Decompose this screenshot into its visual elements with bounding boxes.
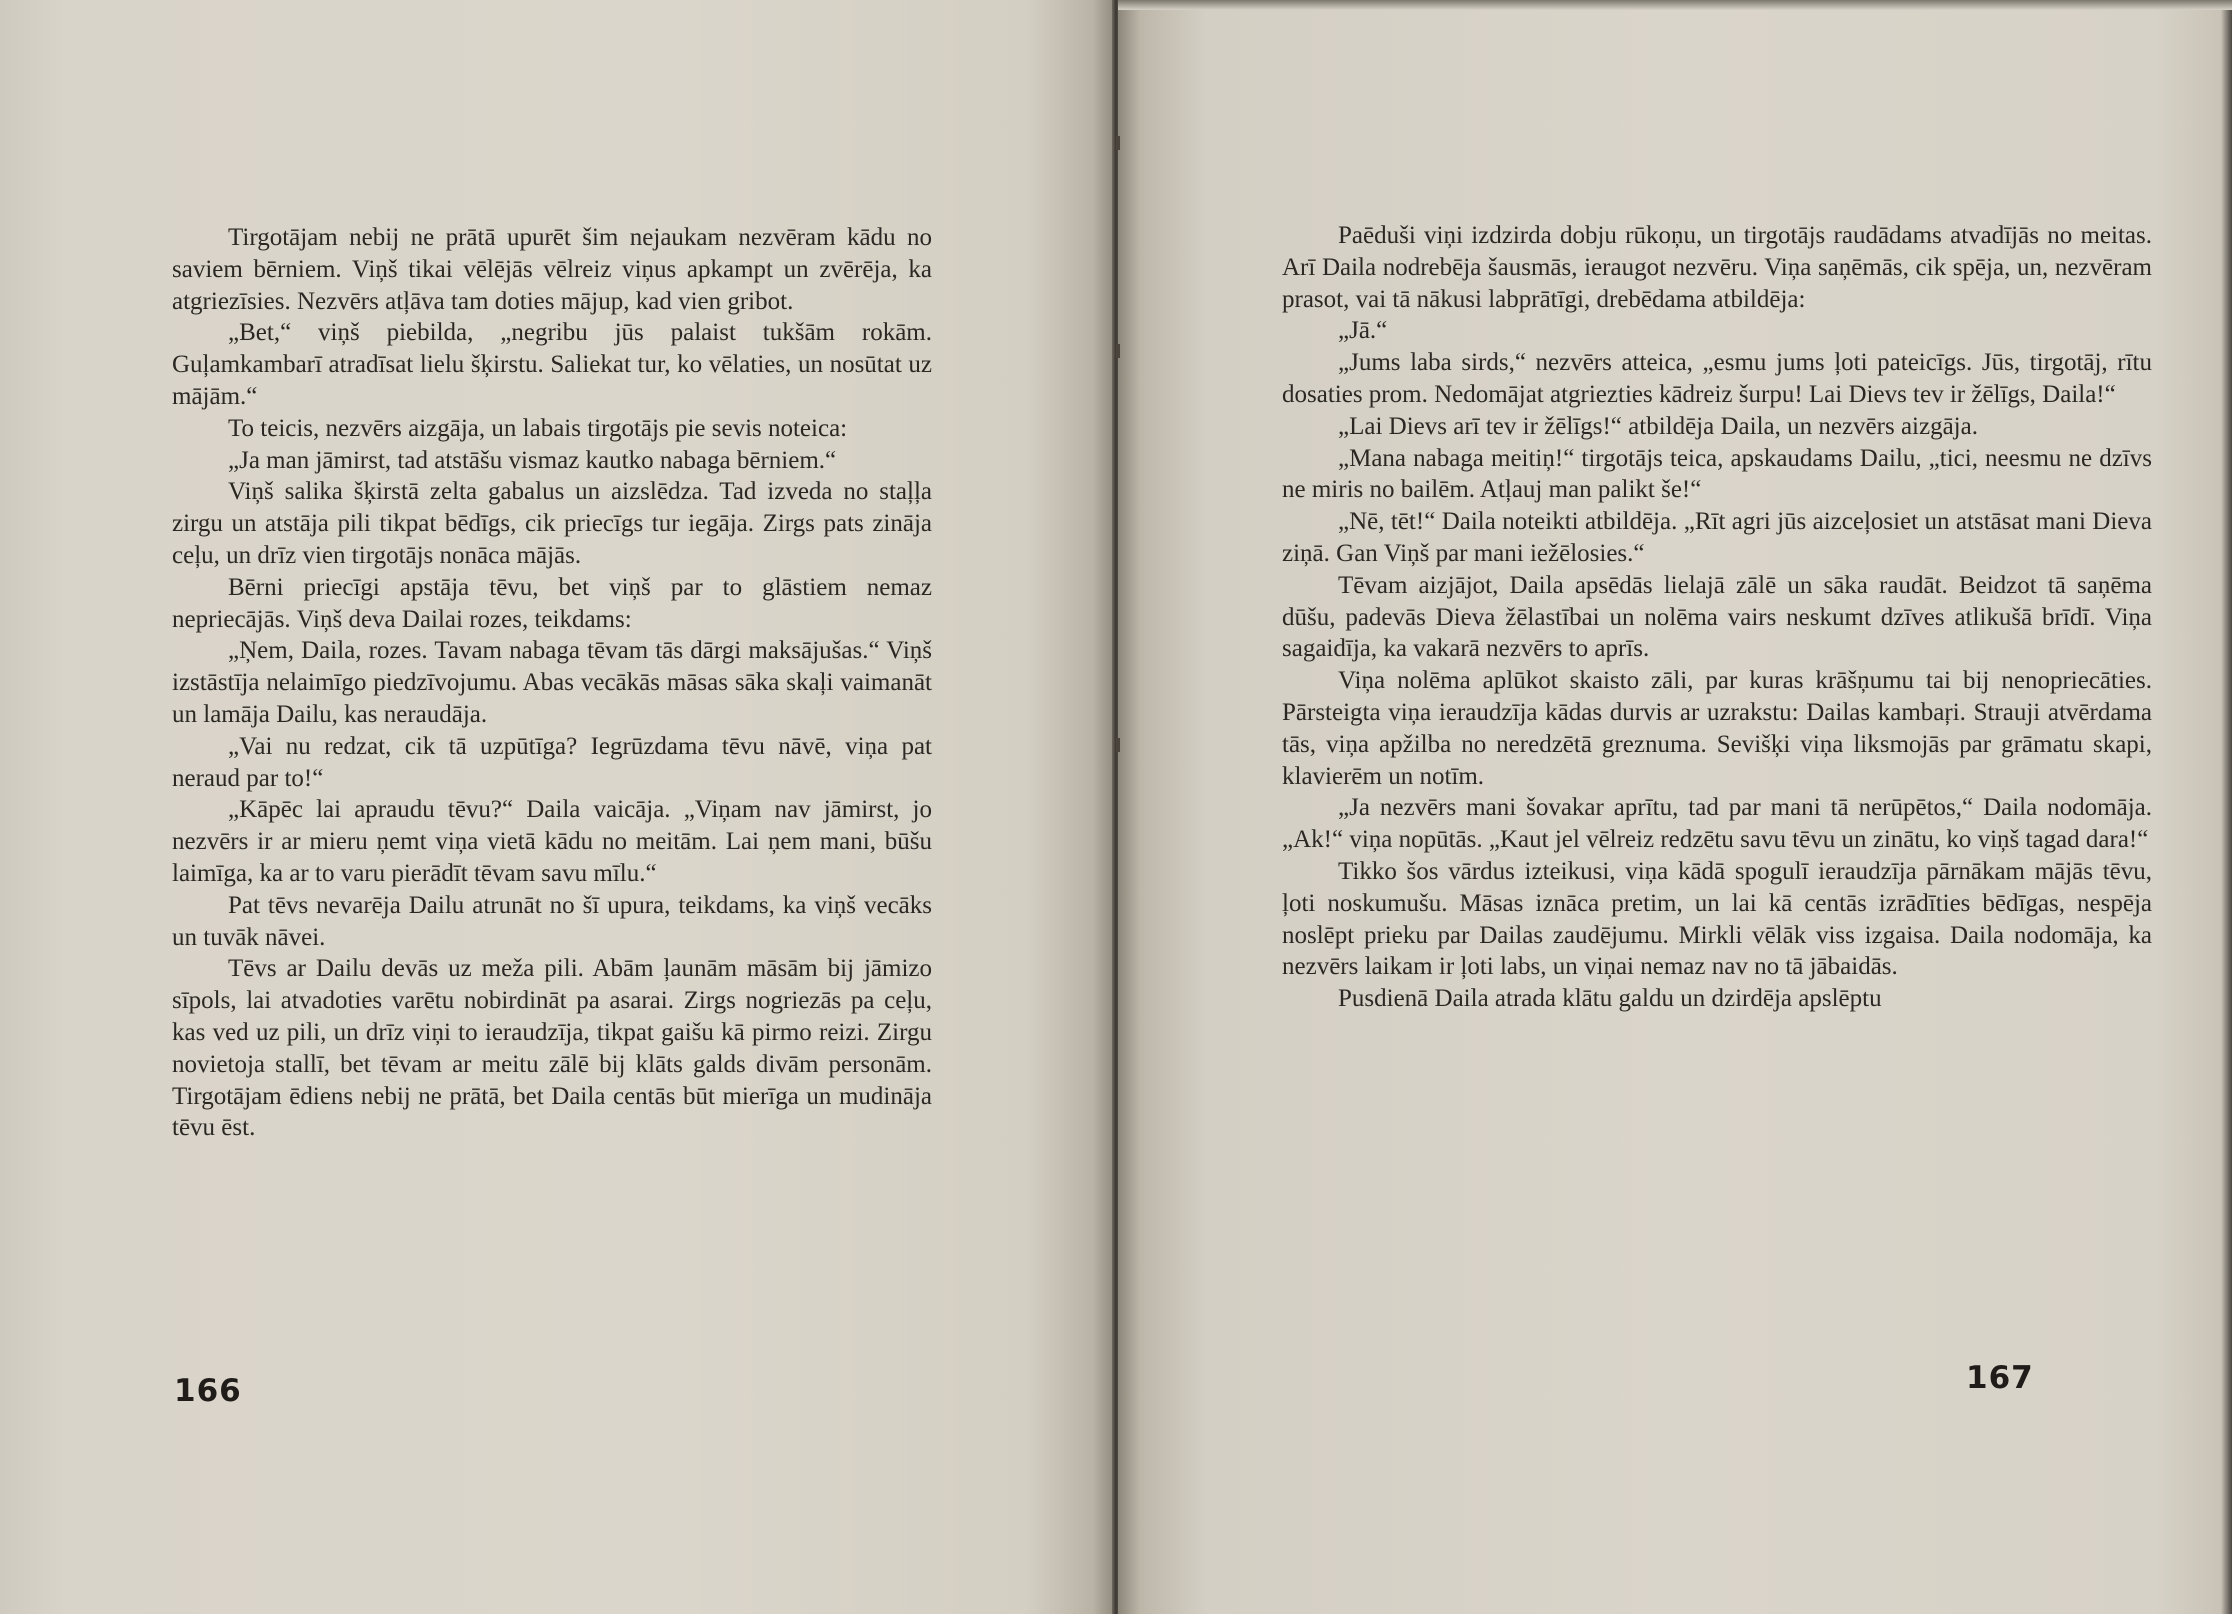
paragraph: Viņa nolēma aplūkot skaisto zāli, par kuras krāšņumu tai bij nenopriecāties. Pārsteigta viņa ieraudzīja kādas durvis ar uzrakstu: Dailas kambaŗi. Strauji atvērdama tās, viņa apžilba no neredzētā greznuma. Sevišķi viņa liksmojās par grāmatu skapi, klavierēm un notīm. — [1282, 667, 2152, 790]
paragraph: „Kāpēc lai apraudu tēvu?“ Daila vaicāja. „Viņam nav jāmirst, jo nezvērs ir ar mieru ņemt viņa vietā kādu no meitām. Lai ņem mani, būšu laimīga, ka ar to varu pierādīt tēvam savu mīlu.“ — [172, 796, 932, 887]
paragraph: „Lai Dievs arī tev ir žēlīgs!“ atbildēja Daila, un nezvērs aizgāja. — [1338, 412, 1978, 440]
paragraph: „Ja man jāmirst, tad atstāšu vismaz kautko nabaga bērniem.“ — [228, 446, 837, 474]
paragraph: „Jā.“ — [1338, 317, 1388, 345]
paragraph: Pusdienā Daila atrada klātu galdu un dzirdēja apslēptu — [1338, 985, 1882, 1013]
paragraph: „Nē, tēt!“ Daila noteikti atbildēja. „Rīt agri jūs aizceļosiet un atstāsat mani Dieva ziņā. Gan Viņš par mani iežēlosies.“ — [1282, 508, 2152, 567]
paragraph: Paēduši viņi izdzirda dobju rūkoņu, un tirgotājs raudādams atvadījās no meitas. Arī Daila nodrebēja šausmās, ieraugot nezvēru. Viņa saņēmās, cik spēja, un, nezvēram prasot, vai tā nākusi labprātīgi, drebēdama atbildēja: — [1282, 222, 2152, 313]
paragraph: „Ja nezvērs mani šovakar aprītu, tad par mani tā nerūpētos,“ Daila nodomāja. „Ak!“ viņa nopūtās. „Kaut jel vēlreiz redzētu savu tēvu un zinātu, ko viņš tagad dara!“ — [1282, 794, 2152, 854]
paragraph: To teicis, nezvērs aizgāja, un labais tirgotājs pie sevis noteica: — [228, 414, 848, 442]
paragraph: Tikko šos vārdus izteikusi, viņa kādā spogulī ieraudzīja pārnākam mājās tēvu, ļoti noskumušu. Māsas iznāca pretim, un lai kā centās izrādīties bēdīgas, nespēja noslēpt prieku par Dailas zaudējumu. Mirkli vēlāk viss izgaisa. Daila nodomāja, ka nezvērs laikam ir ļoti labs, un viņai nemaz nav no tā jābaidās. — [1282, 857, 2152, 981]
left-page-text — [172, 222, 932, 1144]
paragraph: Tirgotājam nebij ne prātā upurēt šim nejaukam nezvēram kādu no saviem bērniem. Viņš tikai vēlējās vēlreiz viņus apkampt un zvērēja, ka atgriezīsies. Nezvērs atļāva tam doties mājup, kad vien gribot. — [172, 224, 932, 315]
paragraph: Tēvam aizjājot, Daila apsēdās lielajā zālē un sāka raudāt. Beidzot tā saņēma dūšu, padevās Dieva žēlastībai un nolēma vairs neskumt dzīves atlikušā brīdī. Viņa sagaidīja, ka vakarā nezvērs to aprīs. — [1282, 571, 2152, 663]
paragraph: „Vai nu redzat, cik tā uzpūtīga? Iegrūzdama tēvu nāvē, viņa pat neraud par to!“ — [172, 732, 932, 792]
binding-mark — [1116, 344, 1120, 358]
right-page-text — [1282, 220, 2152, 1015]
binding-mark — [1116, 738, 1120, 752]
paragraph: „Jums laba sirds,“ nezvērs atteica, „esmu jums ļoti pateicīgs. Jūs, tirgotāj, rītu dosaties prom. Nedomājat atgriezties kādreiz šurpu! Lai Dievs tev ir žēlīgs, Daila!“ — [1282, 349, 2152, 408]
left-page — [0, 0, 1115, 1614]
paragraph: „Mana nabaga meitiņ!“ tirgotājs teica, apskaudams Dailu, „tici, neesmu ne dzīvs ne miris no bailēm. Atļauj man palikt še!“ — [1282, 444, 2152, 504]
paragraph: Viņš salika šķirstā zelta gabalus un aizslēdza. Tad izveda no staļļa zirgu un atstāja pili tikpat bēdīgs, cik priecīgs tur iegāja. Zirgs pats zināja ceļu, un drīz vien tirgotājs nonāca mājās. — [172, 478, 932, 569]
page-number: 167 — [1966, 1360, 2034, 1396]
paragraph: Pat tēvs nevarēja Dailu atrunāt no šī upura, teikdams, ka viņš vecāks un tuvāk nāvei. — [172, 891, 932, 951]
paragraph: „Bet,“ viņš piebilda, „negribu jūs palaist tukšām rokām. Guļamkambarī atradīsat lielu šķirstu. Saliekat tur, ko vēlaties, un nosūtat uz mājām.“ — [172, 319, 932, 410]
page-number: 166 — [174, 1373, 242, 1409]
paragraph: Bērni priecīgi apstāja tēvu, bet viņš par to glāstiem nemaz nepriecājās. Viņš deva Dailai rozes, teikdams: — [172, 573, 932, 633]
binding-mark — [1116, 136, 1120, 150]
paragraph: Tēvs ar Dailu devās uz meža pili. Abām ļaunām māsām bij jāmizo sīpols, lai atvadoties varētu nobirdināt pa asarai. Zirgs nogriezās pa ceļu, kas ved uz pili, un drīz viņi to ieraudzīja, tikpat gaišu kā pirmo reizi. Zirgu novietoja stallī, bet tēvam ar meitu zālē bij klāts galds divām personām. Tirgotājam ēdiens nebij ne prātā, bet Daila centās būt mierīga un mudināja tēvu ēst. — [172, 955, 932, 1142]
paragraph: „Ņem, Daila, rozes. Tavam nabaga tēvam tās dārgi maksājušas.“ Viņš izstāstīja nelaimīgo piedzīvojumu. Abas vecākās māsas sāka skaļi vaimanāt un lamāja Dailu, kas neraudāja. — [172, 637, 932, 728]
right-page — [1118, 0, 2232, 1614]
